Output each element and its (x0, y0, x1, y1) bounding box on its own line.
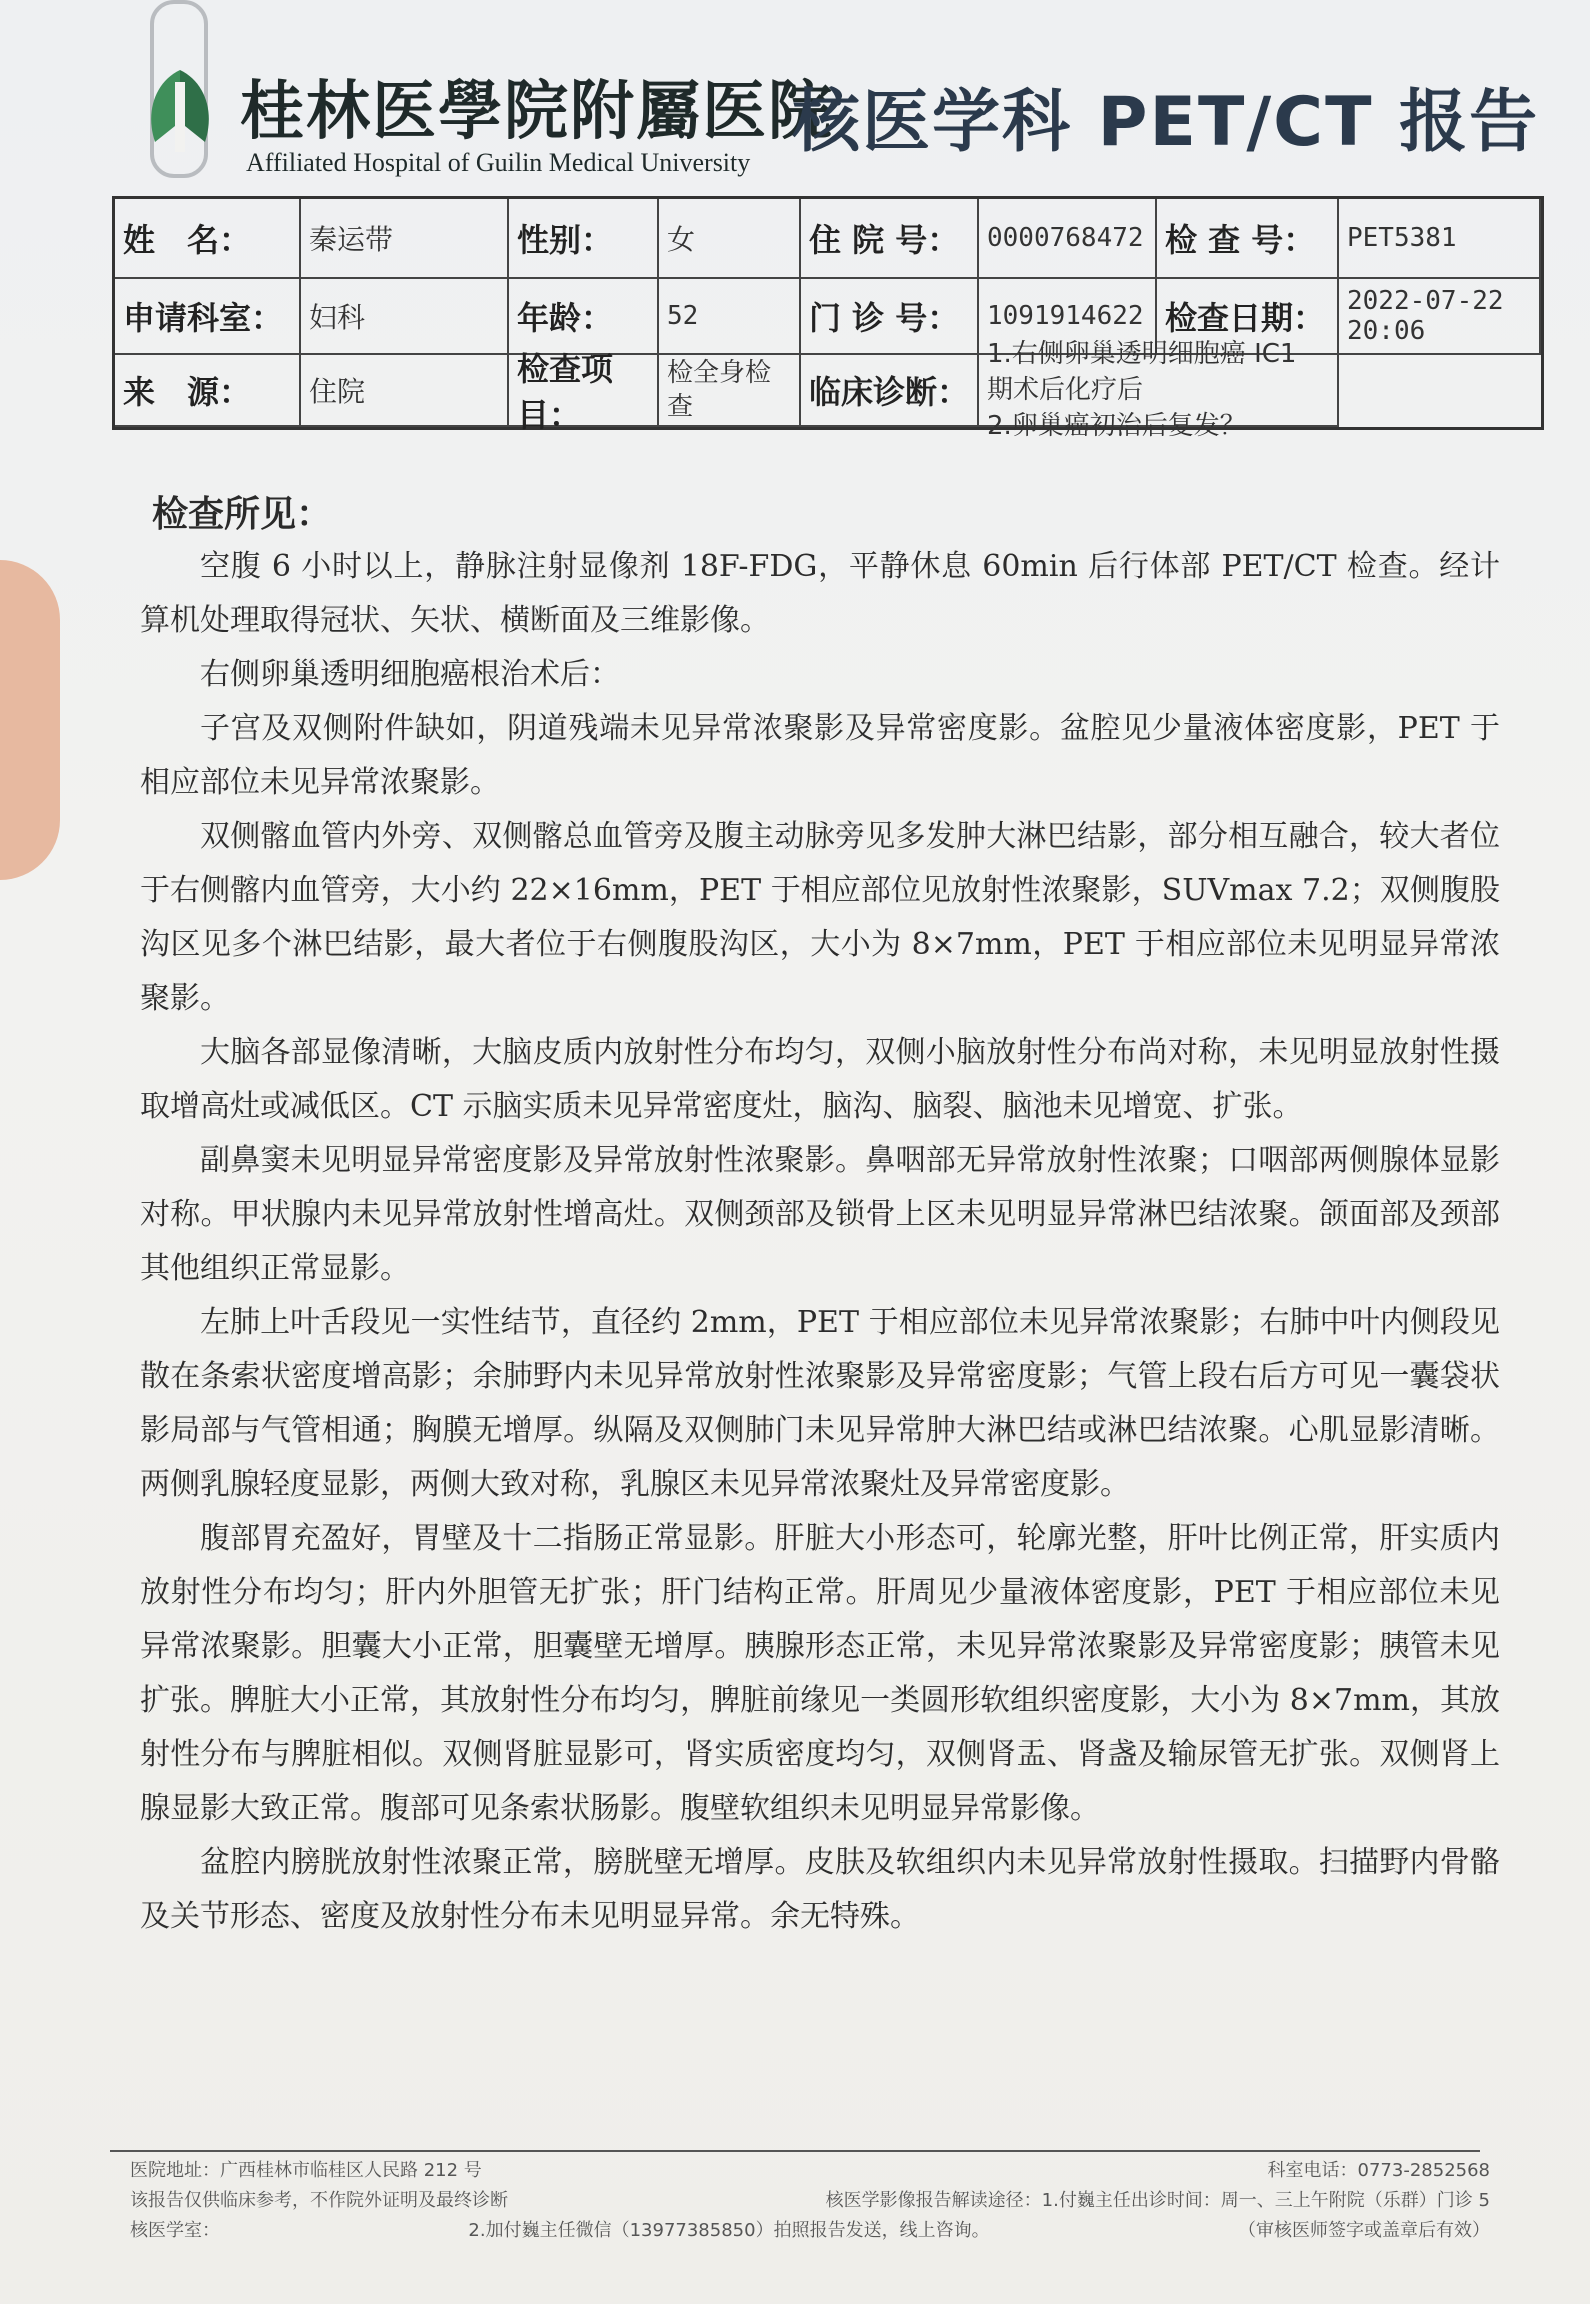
diagnosis-value (979, 339, 1339, 441)
source-value: 住院 (301, 355, 509, 427)
footer-channel-2: 2.加付巍主任微信（13977385850）拍照报告发送，线上咨询。 (468, 2220, 990, 2241)
findings-paragraph: 盆腔内膀胱放射性浓聚正常，膀胱壁无增厚。皮肤及软组织内未见异常放射性摄取。扫描野内骨骼及关节形态、密度及放射性分布未见明显异常。余无特殊。 (140, 1845, 1500, 1934)
findings-body (140, 540, 1500, 1944)
age-value: 52 (659, 279, 801, 355)
sex-label: 性别： (509, 199, 659, 279)
exam-date-label: 检查日期： (1157, 279, 1339, 355)
age-label: 年龄： (509, 279, 659, 355)
footer-phone: 科室电话：0773-2852568 (1267, 2160, 1490, 2181)
diagnosis-line-1: 1.右侧卵巢透明细胞癌 IC1 期术后化疗后 (987, 339, 1297, 405)
hospital-logo-icon (135, 62, 225, 157)
findings-paragraph: 空腹 6 小时以上，静脉注射显像剂 18F-FDG，平静休息 60min 后行体部 PET/CT 检查。经计算机处理取得冠状、矢状、横断面及三维影像。 (140, 549, 1500, 638)
hospital-name-en: Affiliated Hospital of Guilin Medical University (246, 148, 751, 177)
findings-paragraph: 双侧髂血管内外旁、双侧髂总血管旁及腹主动脉旁见多发肿大淋巴结影，部分相互融合，较大者位于右侧髂内血管旁，大小约 22×16mm，PET 于相应部位见放射性浓聚影，SUVmax 7.2；双侧腹股沟区见多个淋巴结影，最大者位于右侧腹股沟区，大小为 8×7mm，PET 于相应部位未见明显异常浓聚影。 (140, 819, 1500, 1016)
findings-paragraph: 右侧卵巢透明细胞癌根治术后： (200, 657, 620, 692)
findings-paragraph: 大脑各部显像清晰，大脑皮质内放射性分布均匀，双侧小脑放射性分布尚对称，未见明显放射性摄取增高灶或减低区。CT 示脑实质未见异常密度灶，脑沟、脑裂、脑池未见增宽、扩张。 (140, 1035, 1500, 1124)
footer-dept: 核医学室： (130, 2220, 220, 2241)
exam-date-value: 2022-07-22 20:06 (1339, 279, 1541, 355)
footer-disclaimer: 该报告仅供临床参考，不作院外证明及最终诊断 (130, 2190, 508, 2211)
dept-label: 申请科室： (115, 279, 301, 355)
exam-item-value: 检全身检查 (659, 355, 801, 427)
findings-paragraph: 左肺上叶舌段见一实性结节，直径约 2mm，PET 于相应部位未见异常浓聚影；右肺中叶内侧段见散在条索状密度增高影；余肺野内未见异常放射性浓聚影及异常密度影；气管上段右后方可见一囊袋状影局部与气管相通；胸膜无增厚。纵隔及双侧肺门未见异常肿大淋巴结或淋巴结浓聚。心肌显影清晰。两侧乳腺轻度显影，两侧大致对称，乳腺区未见异常浓聚灶及异常密度影。 (140, 1305, 1500, 1502)
outpatient-value: 1091914622 (979, 279, 1157, 355)
thumb (0, 560, 60, 880)
name-label: 姓 名： (115, 199, 301, 279)
sex-value: 女 (659, 199, 801, 279)
patient-info-table (112, 196, 1544, 441)
exam-no-value: PET5381 (1339, 199, 1541, 279)
diagnosis-label: 临床诊断： (801, 355, 979, 427)
exam-item-label: 检查项目： (509, 355, 659, 427)
source-label: 来 源： (115, 355, 301, 427)
name-value: 秦运带 (301, 199, 509, 279)
findings-paragraph: 腹部胃充盈好，胃壁及十二指肠正常显影。肝脏大小形态可，轮廓光整，肝叶比例正常，肝实质内放射性分布均匀；肝内外胆管无扩张；肝门结构正常。肝周见少量液体密度影，PET 于相应部位未见异常浓聚影。胆囊大小正常，胆囊壁无增厚。胰腺形态正常，未见异常浓聚影及异常密度影；胰管未见扩张。脾脏大小正常，其放射性分布均匀，脾脏前缘见一类圆形软组织密度影，大小为 8×7mm，其放射性分布与脾脏相似。双侧肾脏显影可，肾实质密度均匀，双侧肾盂、肾盏及输尿管无扩张。双侧肾上腺显影大致正常。腹部可见条索状肠影。腹壁软组织未见明显异常影像。 (140, 1521, 1500, 1826)
diagnosis-line-2: 2.卵巢癌初治后复发？ (987, 411, 1246, 441)
footer-signature-note: （审核医师签字或盖章后有效） (1238, 2220, 1490, 2241)
dept-value: 妇科 (301, 279, 509, 355)
footer-channel-1: 核医学影像报告解读途径：1.付巍主任出诊时间：周一、三上午附院（乐群）门诊 5 (825, 2190, 1490, 2211)
outpatient-label: 门 诊 号： (801, 279, 979, 355)
footer (130, 2156, 1490, 2246)
findings-paragraph: 副鼻窦未见明显异常密度影及异常放射性浓聚影。鼻咽部无异常放射性浓聚；口咽部两侧腺体显影对称。甲状腺内未见异常放射性增高灶。双侧颈部及锁骨上区未见明显异常淋巴结浓聚。颌面部及颈部其他组织正常显影。 (140, 1143, 1500, 1286)
inpatient-value: 0000768472 (979, 199, 1157, 279)
footer-address: 医院地址：广西桂林市临桂区人民路 212 号 (130, 2160, 482, 2181)
exam-no-label: 检 查 号： (1157, 199, 1339, 279)
inpatient-label: 住 院 号： (801, 199, 979, 279)
hospital-name-cn: 桂林医學院附屬医院 (240, 74, 834, 149)
report-title: 核医学科 PET/CT 报告 (792, 83, 1540, 162)
findings-paragraph: 子宫及双侧附件缺如，阴道残端未见异常浓聚影及异常密度影。盆腔见少量液体密度影，PET 于相应部位未见异常浓聚影。 (140, 711, 1500, 800)
footer-divider (110, 2150, 1480, 2152)
findings-title: 检查所见： (152, 494, 333, 535)
